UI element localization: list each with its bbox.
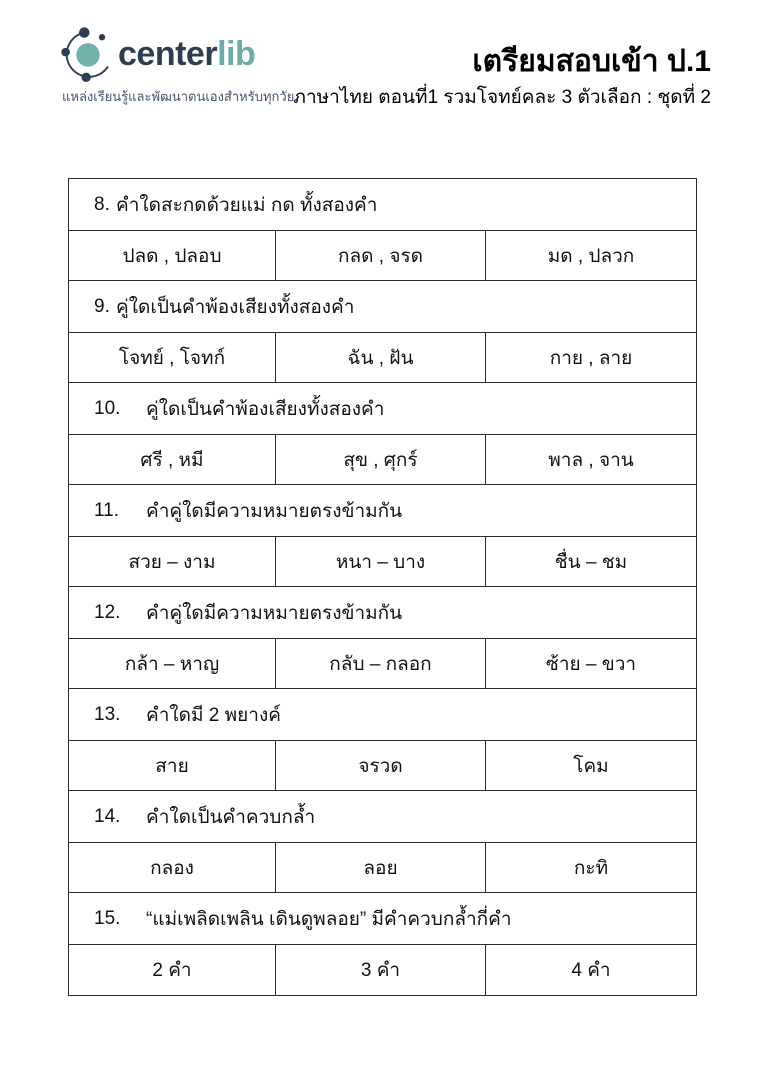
- answer-choice: ศรี , หมี: [69, 435, 276, 484]
- answer-choice: โจทย์ , โจทก์: [69, 333, 276, 382]
- question-row: [69, 689, 696, 741]
- answer-choice: 3 คำ: [276, 945, 486, 995]
- answer-choice: กล้า – หาญ: [69, 639, 276, 688]
- answer-row: [69, 945, 696, 995]
- brand-wordmark: [118, 37, 255, 71]
- answer-choice: กลับ – กลอก: [276, 639, 486, 688]
- question-text: “แม่เพลิดเพลิน เดินดูพลอย” มีคำควบกล้ำกี่คำ: [146, 908, 512, 930]
- question-text: คู่ใดเป็นคำพ้องเสียงทั้งสองคำ: [116, 296, 355, 318]
- header-block: [293, 44, 711, 110]
- quiz-table: [68, 178, 697, 996]
- answer-row: [69, 639, 696, 689]
- question-number: 15.: [94, 907, 121, 929]
- answer-choice: สาย: [69, 741, 276, 790]
- answer-choice: 2 คำ: [69, 945, 276, 995]
- answer-row: [69, 741, 696, 791]
- question-group: [69, 281, 696, 383]
- answer-choice: ชื่น – ชม: [554, 551, 628, 573]
- question-row: [69, 179, 696, 231]
- question-number: 11.: [94, 499, 120, 521]
- page-subtitle: ภาษาไทย ตอนที่1 รวมโจทย์คละ 3 ตัวเลือก : ชุดที่ 2: [293, 87, 711, 108]
- question-row: [69, 893, 696, 945]
- answer-choice: กลอง: [69, 843, 276, 892]
- answer-choice: สวย – งาม: [69, 537, 276, 586]
- question-text: คู่ใดเป็นคำพ้องเสียงทั้งสองคำ: [146, 398, 385, 420]
- question-number: 10.: [94, 397, 121, 419]
- answer-choice: กาย , ลาย: [549, 347, 633, 369]
- question-text: คำคู่ใดมีความหมายตรงข้ามกัน: [146, 602, 403, 624]
- question-group: [69, 791, 696, 893]
- question-group: [69, 587, 696, 689]
- question-number: 9.: [94, 295, 110, 317]
- question-text: คำคู่ใดมีความหมายตรงข้ามกัน: [146, 500, 403, 522]
- question-group: [69, 485, 696, 587]
- answer-choice: โคม: [573, 755, 609, 777]
- answer-choice: มด , ปลวก: [547, 245, 635, 267]
- answer-choice: ซ้าย – ขวา: [545, 653, 637, 675]
- answer-choice: หนา – บาง: [276, 537, 486, 586]
- question-group: [69, 893, 696, 995]
- question-row: [69, 485, 696, 537]
- answer-row: [69, 843, 696, 893]
- answer-row: [69, 435, 696, 485]
- centerlib-orbit-icon: [60, 26, 116, 82]
- question-number: 13.: [94, 703, 121, 725]
- answer-row: [69, 231, 696, 281]
- answer-choice: 4 คำ: [571, 960, 611, 981]
- answer-choice: ปลด , ปลอบ: [69, 231, 276, 280]
- question-number: 8.: [94, 193, 110, 215]
- brand-name-secondary: lib: [217, 35, 256, 73]
- question-group: [69, 689, 696, 791]
- question-row: [69, 281, 696, 333]
- brand-tagline: แหล่งเรียนรู้และพัฒนาตนเองสำหรับทุกวัย: [62, 89, 295, 104]
- question-text: คำใดมี 2 พยางค์: [146, 704, 281, 726]
- question-group: [69, 383, 696, 485]
- answer-choice: พาล , จาน: [548, 449, 634, 471]
- brand-block: [60, 26, 294, 107]
- question-group: [69, 179, 696, 281]
- answer-choice: กะทิ: [573, 857, 609, 879]
- question-row: [69, 383, 696, 435]
- answer-row: [69, 333, 696, 383]
- question-text: คำใดเป็นคำควบกล้ำ: [146, 806, 316, 828]
- answer-choice: ฉัน , ฝัน: [276, 333, 486, 382]
- answer-row: [69, 537, 696, 587]
- answer-choice: จรวด: [276, 741, 486, 790]
- question-number: 14.: [94, 805, 121, 827]
- brand-logo: [60, 26, 294, 82]
- brand-name-primary: center: [118, 35, 218, 73]
- question-row: [69, 791, 696, 843]
- answer-choice: กลด , จรด: [276, 231, 486, 280]
- answer-choice: สุข , ศุกร์: [276, 435, 486, 484]
- question-number: 12.: [94, 601, 121, 623]
- answer-choice: ลอย: [276, 843, 486, 892]
- question-row: [69, 587, 696, 639]
- question-text: คำใดสะกดด้วยแม่ กด ทั้งสองคำ: [116, 194, 378, 216]
- page-title: เตรียมสอบเข้า ป.1: [472, 45, 711, 78]
